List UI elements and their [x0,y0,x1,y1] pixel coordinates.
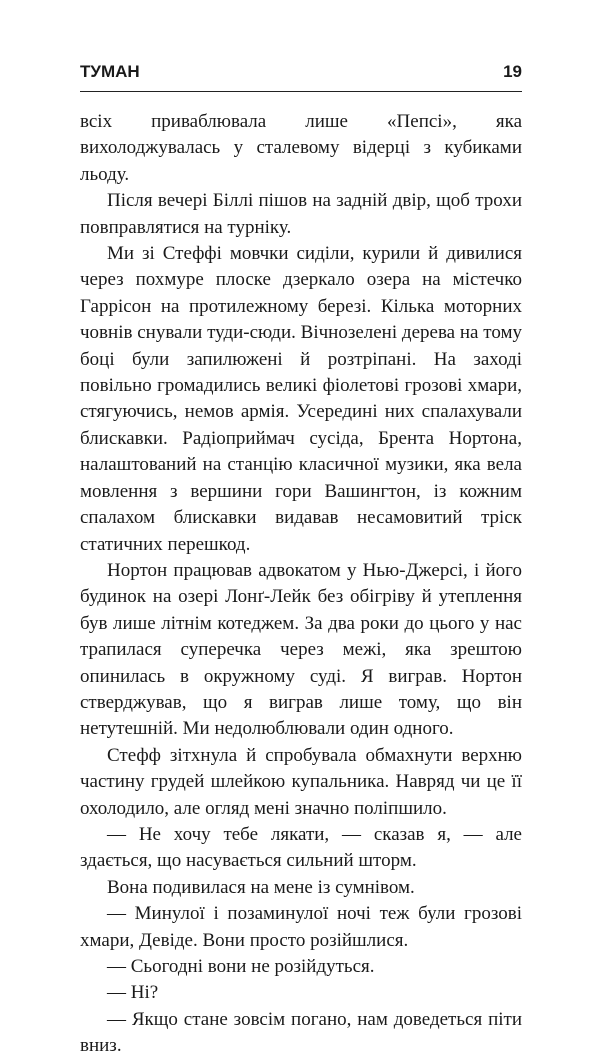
paragraph-4: Нортон працював адвокатом у Нью-Джерсі, і його будинок на озері Лонґ-Лейк без обігріву й утеплення був лише літнім котеджем. За два роки до цього у нас трапилася суперечка через межі, яка зрештою опинилась в окружному суді. Я виграв. Нортон стверджував, що я виграв лише тому, що він нетутешній. Ми недолюблювали один одного. [80,559,522,740]
dialogue-line-3: — Сьогодні вони не розійдуться. [107,956,375,977]
page-number: 19 [503,62,522,81]
dialogue-line-4: — Ні? [107,982,159,1004]
book-page [80,62,522,1060]
paragraph-5: Стефф зітхнула й спробувала обмахнути верхню частину грудей шлейкою купальника. Навряд чи це її охолодило, але огляд мені значно поліпшило. [80,744,522,819]
running-head [80,62,522,88]
dialogue-line-2: — Минулої і позаминулої ночі теж були грозові хмари, Девіде. Вони просто розійшлися. [80,903,522,951]
paragraph-2: Після вечері Біллі пішов на задній двір, щоб трохи повправлятися на турніку. [80,190,522,238]
dialogue-line-5: — Якщо стане зовсім погано, нам доведеться піти вниз. [80,1008,522,1057]
dialogue-line-1: — Не хочу тебе лякати, — сказав я, — але здається, що насувається сильний шторм. [80,823,522,872]
paragraph-1: всіх приваблювала лише «Пепсі», яка вихолоджувалась у сталевому відерці з кубиками льоду. [80,111,522,185]
header-rule [80,91,522,92]
paragraph-7: Вона подивилася на мене із сумнівом. [107,876,415,898]
body-text [80,109,522,1060]
paragraph-3: Ми зі Стеффі мовчки сиділи, курили й дивилися через похмуре плоске дзеркало озера на містечко Гаррісон на протилежному березі. Кілька моторних човнів снували туди-сюди. Вічнозелені дерева на тому боці були запилюжені й розтріпані. На заході повільно громадились великі фіолетові грозові хмари, стягуючись, немов армія. Усередині них спалахували блискавки. Радіоприймач сусіда, Брента Нортона, налаштований на станцію класичної музики, яка вела мовлення з вершини гори Вашингтон, із кожним спалахом блискавки видавав несамовитий тріск статичних перешкод. [80,243,522,555]
running-head-title: ТУМАН [80,62,140,81]
